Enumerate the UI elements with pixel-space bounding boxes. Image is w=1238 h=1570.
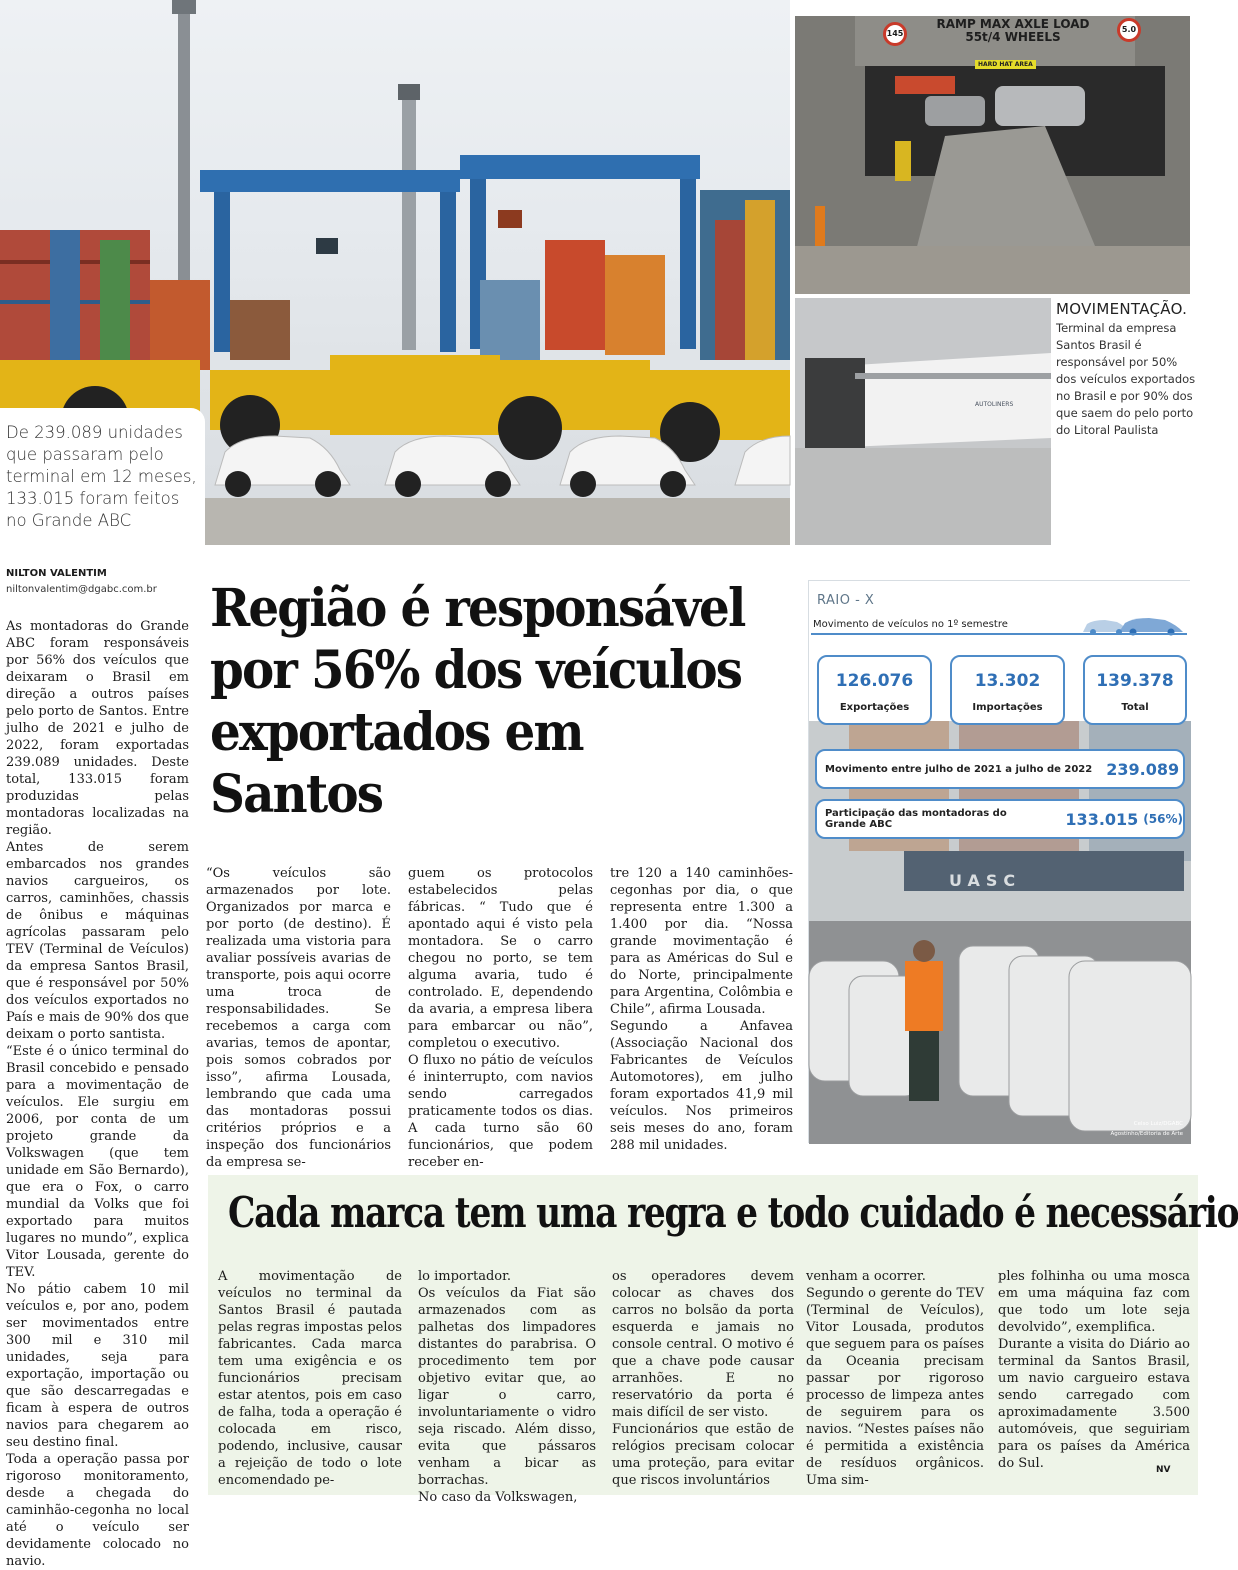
weight-limit-sign: 145 bbox=[883, 22, 907, 46]
height-limit-sign: 5.0 bbox=[1117, 18, 1141, 42]
share-value: 133.015 bbox=[1065, 809, 1139, 829]
box-column-3: os operadores devem colocar as chaves dos carros no bolsão da porta esquerda e jamais no console central. O motivo é que a chave pode causar arranhões. E no reservatório da porta é mais difícil de ser visto. Funcionários que estão de relógios precisam colocar uma proteção, para evitar que riscos involuntários bbox=[612, 1269, 794, 1488]
article-column-3: guem os protocolos estabelecidos pelas fábricas. “ Tudo que é apontado aqui é visto pela montadora. Se o carro chegou no porto, se tem alguma avaria, tudo é controlado. E, dependendo da avaria, a empresa libera para embarcar ou não”, completou o executivo. O fluxo no pátio de veículos é ininterrupto, com navios sendo carregados praticamente todos os dias. A cada turno são 60 funcionários, que podem receber en- bbox=[408, 866, 593, 1170]
share-percent: (56%) bbox=[1143, 812, 1183, 826]
sidebar-box-title: Cada marca tem uma regra e todo cuidado é necessário bbox=[228, 1188, 1238, 1237]
side-caption bbox=[1056, 300, 1196, 439]
stat-importacoes bbox=[950, 655, 1065, 725]
stat-value: 126.076 bbox=[835, 671, 914, 691]
stat-value: 139.378 bbox=[1096, 671, 1174, 691]
share-label: Participação das montadoras do Grande ABC bbox=[825, 808, 1007, 830]
stat-label: Exportações bbox=[839, 702, 910, 713]
author-email[interactable]: niltonvalentim@dgabc.com.br bbox=[6, 584, 157, 595]
photo-caption: De 239.089 unidades que passaram pelo terminal em 12 meses, 133.015 foram feitos no Grande ABC bbox=[6, 423, 197, 530]
container-brand-text: UASC bbox=[949, 871, 1022, 890]
side-caption-text: Terminal da empresa Santos Brasil é responsável por 50% dos veículos exportados no Brasil e por 90% dos que saem do pelo porto do Litoral Paulista bbox=[1056, 321, 1196, 437]
box-column-5: ples folhinha ou uma mosca em uma máquina faz com que todo um lote seja devolvido”, exemplifica. Durante a visita do Diário ao terminal da Santos Brasil, um navio cargueiro estava sendo carregado com aproximadamente 3.500 automóveis, que seguiriam para os países da América do Sul. bbox=[998, 1269, 1190, 1471]
ship-exterior-photo bbox=[795, 298, 1051, 545]
article-column-1: As montadoras do Grande ABC foram responsáveis por 56% dos veículos que deixaram o Brasil em direção a outros países pelo porto de Santos. Entre julho de 2021 e julho de 2022, foram exportadas 239.089 unidades. Deste total, 133.015 foram produzidas pelas montadoras localizadas na região. Antes de serem embarcados nos grandes navios cargueiros, os carros, caminhões, chassis de ônibus e máquinas agrícolas passaram pelo TEV (Terminal de Veículos) da empresa Santos Brasil, que é responsável por 50% dos veículos exportados no País e mais de 90% dos que deixam o porto santista. “Este é o único terminal do Brasil concebido e pensado para a movimentação de veículos. Ele surgiu em 2006, por conta de um projeto grande da Volkswagen (que tem unidade em São Bernardo), que era o Fox, o carro mundial da Volks que foi exportado para muitos lugares no mundo”, explica Vitor Lousada, gerente do TEV. No pátio cabem 10 mil veículos e, por ano, podem ser movimentados entre 300 mil e 310 mil unidades, seja para exportação, importação ou que são descarregadas e ficam à espera de outros navios para chegarem ao seu destino final. Toda a operação passa por rigoroso monitoramento, desde a chegada do caminhão-cegonha no local até o veículo ser devidamente colocado no navio. bbox=[6, 619, 189, 1569]
infographic-rule bbox=[811, 633, 1187, 635]
author-name: NILTON VALENTIM bbox=[6, 568, 107, 579]
movement-label: Movimento entre julho de 2021 a julho de 2022 bbox=[825, 763, 1093, 775]
photo-credit: Celso Luiz/DGABC bbox=[1133, 1121, 1183, 1127]
ramp-sign-line1: RAMP MAX AXLE LOAD bbox=[936, 17, 1090, 31]
infographic-raio-x bbox=[808, 580, 1190, 1143]
box-column-2: lo importador. Os veículos da Fiat são armazenados com as palhetas dos limpadores distantes do parabrisa. O procedimento tem por objetivo evitar que, ao ligar o carro, involuntariamente o vidro seja riscado. Além disso, evita que pássaros venham a bicar as borrachas. No caso da Volkswagen, bbox=[418, 1269, 596, 1505]
stat-value: 13.302 bbox=[974, 671, 1041, 691]
art-credit: Agostinho/Editoria de Arte bbox=[1110, 1131, 1183, 1137]
box-column-4: venham a ocorrer. Segundo o gerente do TEV (Terminal de Veículos), Vitor Lousada, produtos que seguem para os países da Oceania precisam passar por rigoroso processo de limpeza antes de seguirem para os navios. “Nestes países não é permitida a existência de resíduos orgânicos. Uma sim- bbox=[806, 1269, 984, 1488]
author-signature: NV bbox=[1156, 1465, 1171, 1475]
hard-hat-sign: HARD HAT AREA bbox=[975, 60, 1036, 69]
stat-label: Importações bbox=[972, 702, 1043, 713]
share-row bbox=[815, 799, 1185, 839]
article-column-2: “Os veículos são armazenados por lote. Organizados por marca e por porto (de destino). É realizada uma vistoria para avaliar possíveis avarias de transporte, pois aqui ocorre uma troca de responsabilidades. Se recebemos a carga com avarias, temos de apontar, pois somos cobrados por isso”, afirma Lousada, lembrando que cada uma das montadoras possui critérios próprios e a inspeção dos funcionários da empresa se- bbox=[206, 866, 391, 1170]
stat-total bbox=[1083, 655, 1187, 725]
movement-value: 239.089 bbox=[1106, 759, 1180, 779]
byline bbox=[6, 568, 206, 595]
ship-brand-text: AUTOLINERS bbox=[975, 401, 1014, 408]
infographic-title: RAIO - X bbox=[817, 593, 875, 608]
ramp-sign-line2: 55t/4 WHEELS bbox=[965, 30, 1061, 44]
box-column-1: A movimentação de veículos no terminal da Santos Brasil é pautada pelas regras impostas pelos fabricantes. Cada marca tem uma exigência e os funcionários precisam estar atentos, pois em caso de falha, toda a operação é colocada em risco, podendo, inclusive, causar a rejeição de todo o lote encomendado pe- bbox=[218, 1269, 402, 1488]
photo-caption-box bbox=[0, 408, 205, 545]
stat-exportacoes bbox=[817, 655, 932, 725]
ship-ramp-photo bbox=[795, 16, 1190, 294]
movement-row bbox=[815, 749, 1185, 789]
stat-label: Total bbox=[1121, 702, 1149, 713]
cars-icon bbox=[1079, 615, 1189, 635]
ramp-sign bbox=[913, 18, 1113, 44]
article-column-4: tre 120 a 140 caminhões-cegonhas por dia, o que representa entre 1.300 a 1.400 por dia. “Nossa grande movimentação é para as Américas do Sul e do Norte, principalmente para Argentina, Colômbia e Chile”, afirma Lousada. Segundo a Anfavea (Associação Nacional dos Fabricantes de Veículos Automotores), em julho foram exportados 41,9 mil veículos. Nos primeiros seis meses do ano, foram 288 mil unidades. bbox=[610, 866, 793, 1153]
headline: Região é responsável por 56% dos veículos exportados em Santos bbox=[210, 578, 745, 825]
side-caption-title: MOVIMENTAÇÃO. bbox=[1056, 300, 1188, 318]
infographic-subtitle: Movimento de veículos no 1º semestre bbox=[813, 619, 1008, 630]
